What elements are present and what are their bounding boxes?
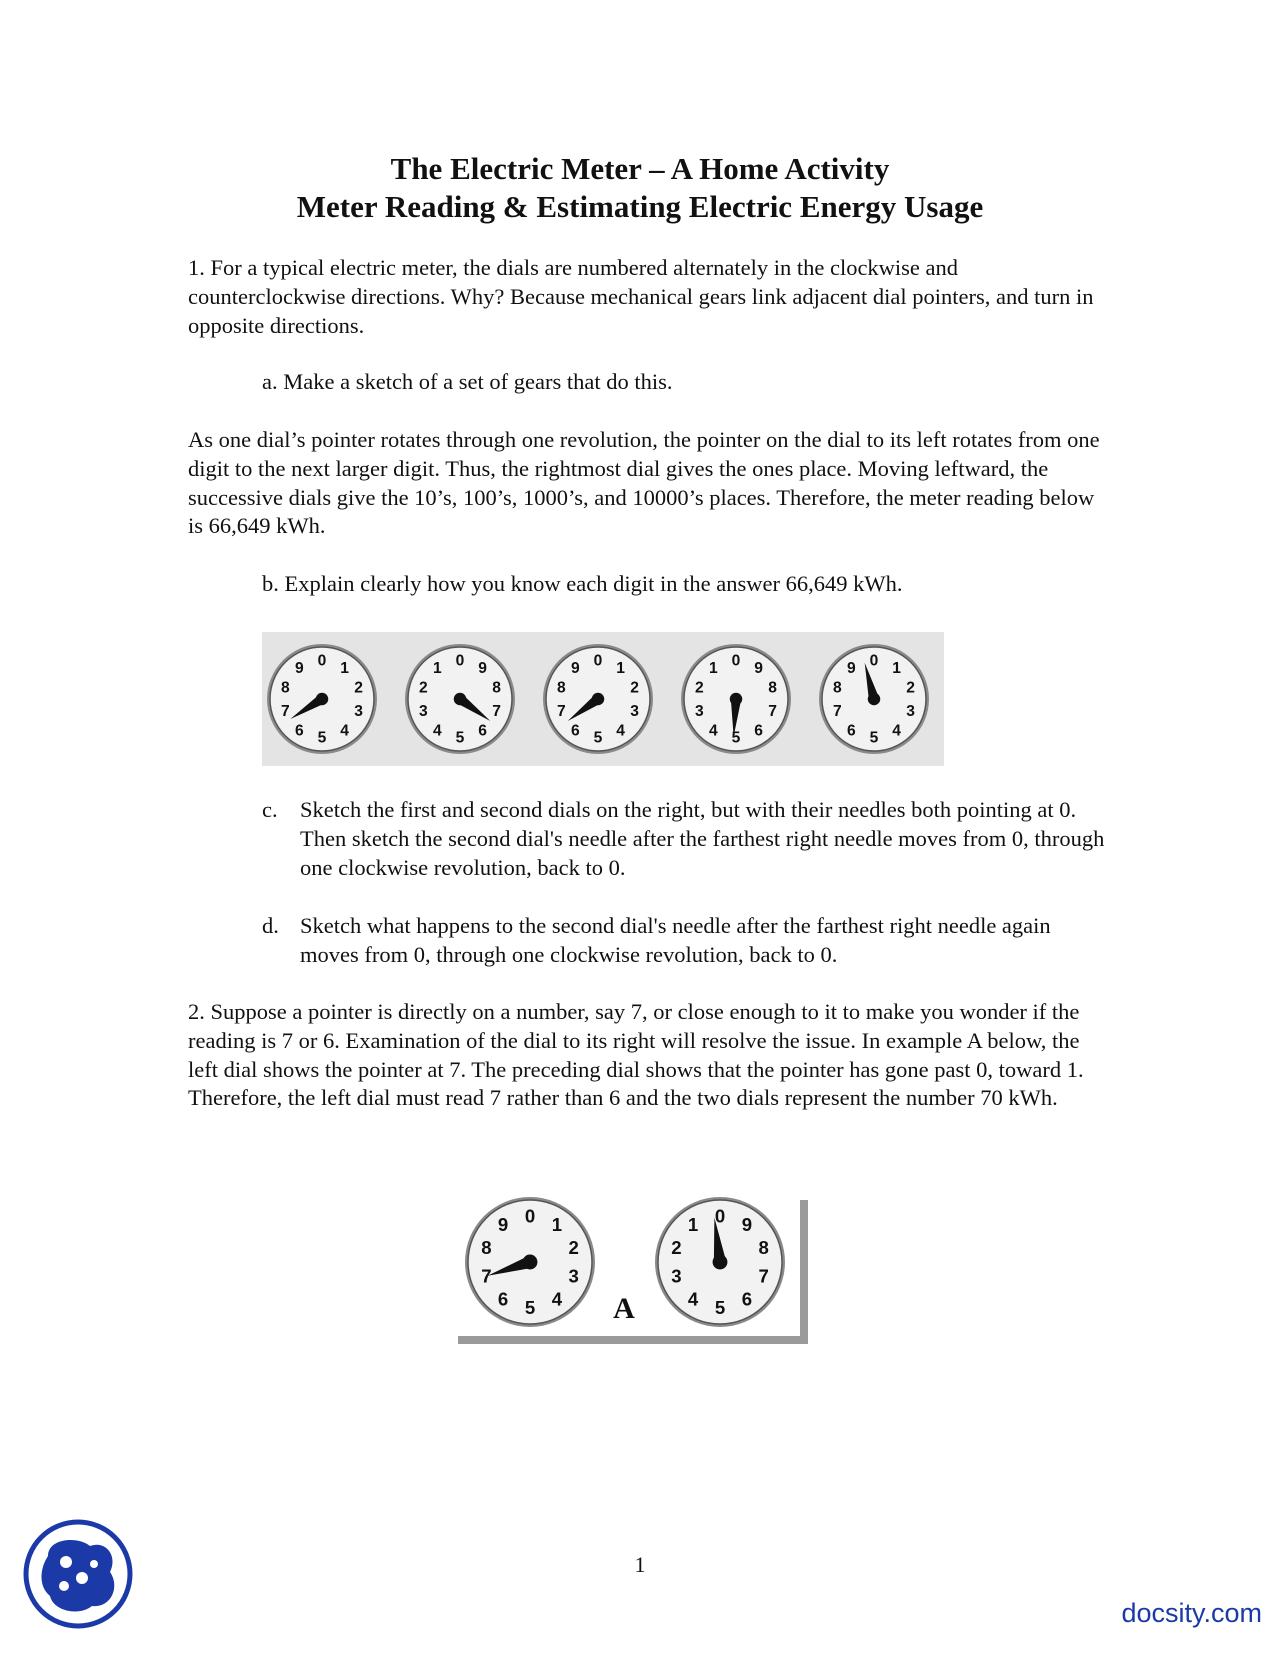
dial-digit: 8 bbox=[281, 679, 290, 697]
dial-digit: 1 bbox=[687, 1214, 699, 1236]
dial-digit: 5 bbox=[714, 1297, 726, 1319]
paragraph-question-1: 1. For a typical electric meter, the dials are numbered alternately in the clockwise and counterclockwise directions. Why? Because mechanical gears link adjacent dial pointers, and turn in opposite directions. bbox=[188, 255, 1094, 338]
example-label: A bbox=[613, 1292, 635, 1325]
dial-digit: 5 bbox=[455, 729, 465, 747]
meter-dials-svg bbox=[262, 632, 944, 766]
dial-digit: 5 bbox=[524, 1297, 536, 1319]
dial-digit: 9 bbox=[497, 1214, 509, 1236]
title-line-1: The Electric Meter – A Home Activity bbox=[390, 151, 890, 186]
item-c-letter: c. bbox=[262, 797, 278, 822]
dial-digit: 6 bbox=[497, 1288, 509, 1310]
dial-digit: 4 bbox=[616, 722, 625, 740]
dial-digit: 8 bbox=[492, 679, 501, 697]
example-a-figure bbox=[450, 1190, 812, 1346]
dial-digit: 7 bbox=[758, 1265, 769, 1287]
dial-digit: 8 bbox=[833, 679, 842, 697]
dial-digit: 2 bbox=[695, 679, 704, 697]
dial-digit: 0 bbox=[455, 652, 465, 670]
dial-digit: 6 bbox=[847, 722, 856, 740]
dial-digit: 2 bbox=[354, 679, 363, 697]
dial-hub bbox=[454, 693, 466, 705]
dial-hub bbox=[730, 693, 742, 705]
title-line-2: Meter Reading & Estimating Electric Energy Usage bbox=[296, 189, 984, 224]
dial-digit: 2 bbox=[630, 679, 639, 697]
dial-digit: 7 bbox=[492, 703, 501, 721]
dial-digit: 1 bbox=[709, 660, 718, 678]
dial-digit: 1 bbox=[892, 660, 901, 678]
dial-digit: 2 bbox=[906, 679, 915, 697]
dial-digit: 3 bbox=[419, 703, 428, 721]
dial-digit: 2 bbox=[419, 679, 428, 697]
dial-digit: 6 bbox=[478, 722, 487, 740]
dial-digit: 1 bbox=[551, 1214, 563, 1236]
example-a-svg bbox=[450, 1190, 812, 1346]
dial-digit: 9 bbox=[571, 660, 580, 678]
meter-dial-3 bbox=[543, 644, 653, 754]
dial-digit: 1 bbox=[340, 660, 349, 678]
dial-digit: 4 bbox=[433, 722, 442, 740]
meter-dial-5 bbox=[819, 644, 929, 754]
item-c-text: Sketch the first and second dials on the right, but with their needles both pointing at 0. Then sketch the second dial's needle after the farthest right needle moves from 0, through one clockwise revolution, back to 0. bbox=[300, 797, 1105, 880]
dial-digit: 9 bbox=[478, 660, 487, 678]
dial-digit: 7 bbox=[833, 703, 842, 721]
dial-digit: 3 bbox=[695, 703, 704, 721]
dial-digit: 2 bbox=[671, 1237, 682, 1259]
dial-digit: 8 bbox=[768, 679, 777, 697]
dial-digit: 8 bbox=[481, 1237, 492, 1259]
item-a: a. Make a sketch of a set of gears that do this. bbox=[262, 369, 673, 394]
dial-digit: 5 bbox=[869, 729, 879, 747]
meter-dial-2 bbox=[405, 644, 515, 754]
dial-digit: 5 bbox=[593, 729, 603, 747]
dial-digit: 0 bbox=[524, 1205, 536, 1227]
paragraph-dial-explanation: As one dial’s pointer rotates through one revolution, the pointer on the dial to its left rotates from one digit to the next larger digit. Thus, the rightmost dial gives the ones place. Moving leftward, the successive dials give the 10’s, 100’s, 1000’s, and 10000’s places. Therefore, the meter reading below is 66,649 kWh. bbox=[188, 427, 1100, 539]
example-dial-1 bbox=[465, 1197, 595, 1327]
dial-digit: 4 bbox=[709, 722, 718, 740]
dial-digit: 0 bbox=[731, 652, 741, 670]
dial-digit: 8 bbox=[557, 679, 566, 697]
dial-digit: 6 bbox=[754, 722, 763, 740]
dial-digit: 3 bbox=[671, 1265, 682, 1287]
dial-digit: 0 bbox=[869, 652, 879, 670]
dial-digit: 4 bbox=[551, 1288, 563, 1310]
dial-digit: 1 bbox=[616, 660, 625, 678]
dial-digit: 9 bbox=[754, 660, 763, 678]
meter-dials-figure bbox=[262, 632, 944, 766]
item-d-text: Sketch what happens to the second dial's needle after the farthest right needle again moves from 0, through one clockwise revolution, back to 0. bbox=[300, 913, 1051, 967]
dial-digit: 7 bbox=[768, 703, 777, 721]
dial-hub bbox=[868, 693, 880, 705]
docsity-brand-link[interactable]: docsity.com bbox=[1121, 1598, 1262, 1628]
dial-digit: 0 bbox=[714, 1205, 726, 1227]
dial-digit: 4 bbox=[892, 722, 901, 740]
meter-dial-4 bbox=[681, 644, 791, 754]
dial-digit: 3 bbox=[630, 703, 639, 721]
dial-digit: 6 bbox=[571, 722, 580, 740]
item-b: b. Explain clearly how you know each digit in the answer 66,649 kWh. bbox=[262, 571, 903, 596]
dial-hub bbox=[523, 1255, 538, 1270]
dial-digit: 8 bbox=[758, 1237, 769, 1259]
dial-digit: 0 bbox=[593, 652, 603, 670]
dial-hub bbox=[316, 693, 328, 705]
dial-digit: 6 bbox=[741, 1288, 753, 1310]
dial-digit: 7 bbox=[481, 1265, 492, 1287]
dial-digit: 3 bbox=[354, 703, 363, 721]
dial-digit: 3 bbox=[568, 1265, 579, 1287]
page-number: 1 bbox=[634, 1552, 646, 1577]
meter-dial-1 bbox=[267, 644, 377, 754]
dial-digit: 5 bbox=[317, 729, 327, 747]
dial-digit: 9 bbox=[295, 660, 304, 678]
dial-digit: 9 bbox=[741, 1214, 753, 1236]
dial-digit: 0 bbox=[317, 652, 327, 670]
dial-digit: 5 bbox=[731, 729, 741, 747]
dial-digit: 4 bbox=[687, 1288, 699, 1310]
paragraph-question-2: 2. Suppose a pointer is directly on a number, say 7, or close enough to it to make you wonder if the reading is 7 or 6. Examination of the dial to its right will resolve the issue. In example A below, the left dial shows the pointer at 7. The preceding dial shows that the pointer has gone past 0, toward 1. Therefore, the left dial must read 7 rather than 6 and the two dials represent the number 70 kWh. bbox=[188, 999, 1084, 1111]
dial-digit: 9 bbox=[847, 660, 856, 678]
example-dial-2 bbox=[655, 1197, 785, 1327]
item-d-letter: d. bbox=[262, 913, 279, 938]
dial-digit: 7 bbox=[281, 703, 290, 721]
dial-hub bbox=[713, 1255, 728, 1270]
docsity-logo-icon bbox=[20, 1516, 136, 1632]
dial-digit: 6 bbox=[295, 722, 304, 740]
dial-hub bbox=[592, 693, 604, 705]
dial-digit: 3 bbox=[906, 703, 915, 721]
dial-digit: 7 bbox=[557, 703, 566, 721]
dial-digit: 1 bbox=[433, 660, 442, 678]
dial-digit: 2 bbox=[568, 1237, 579, 1259]
dial-digit: 4 bbox=[340, 722, 349, 740]
